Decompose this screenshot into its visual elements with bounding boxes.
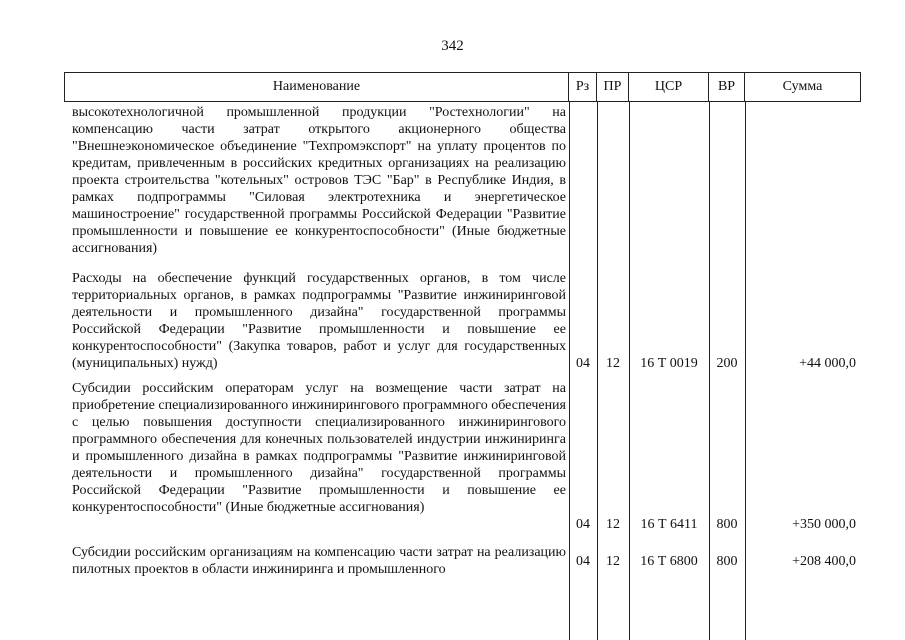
row-vr: 200 (716, 356, 738, 371)
header-csr: ЦСР (629, 72, 709, 102)
row-sum: +350 000,0 (792, 517, 856, 532)
row-pr: 12 (606, 517, 620, 532)
page-number: 342 (441, 38, 464, 54)
column-separator (597, 102, 598, 640)
row-pr: 12 (606, 356, 620, 371)
column-separator (745, 102, 746, 640)
row-name: высокотехнологичной промышленной продукции "Ростехнологии" на компенсацию части затрат открытого акционерного общества "Внешнеэкономическое объединение "Техпромэкспорт" на уплату процентов по кредитам, привлеченным в российских кредитных организациях на реализацию проекта строительства "котельных" островов ТЭС "Бар" в Республике Индия, в рамках подпрограммы "Силовая электротехника и энергетическое машиностроение" государственной программы Российской Федерации "Развитие промышленности и повышение ее конкурентоспособности" (Иные бюджетные ассигнования) (72, 105, 566, 256)
row-rz: 04 (576, 517, 590, 532)
header-vr: ВР (709, 72, 745, 102)
row-pr: 12 (606, 554, 620, 569)
row-name: Расходы на обеспечение функций государственных органов, в том числе территориальных органов, в рамках подпрограммы "Развитие инжиниринговой деятельности и промышленного дизайна" государственной программы Российской Федерации "Развитие промышленности и повышение ее конкурентоспособности" (Закупка товаров, работ и услуг для государственных (муниципальных) нужд) (72, 271, 566, 371)
row-vr: 800 (716, 517, 738, 532)
row-csr: 16 Т 6411 (640, 517, 698, 532)
row-rz: 04 (576, 356, 590, 371)
row-rz: 04 (576, 554, 590, 569)
row-name: Субсидии российским организациям на компенсацию части затрат на реализацию пилотных проектов в области инжиниринга и промышленного (72, 545, 566, 577)
column-separator (569, 102, 570, 640)
column-separator (709, 102, 710, 640)
header-rz: Рз (569, 72, 597, 102)
header-sum: Сумма (745, 72, 861, 102)
row-sum: +44 000,0 (799, 356, 856, 371)
column-separator (629, 102, 630, 640)
header-name: Наименование (64, 72, 569, 102)
row-csr: 16 Т 0019 (640, 356, 698, 371)
row-sum: +208 400,0 (792, 554, 856, 569)
header-pr: ПР (597, 72, 629, 102)
row-csr: 16 Т 6800 (640, 554, 698, 569)
row-name: Субсидии российским операторам услуг на возмещение части затрат на приобретение специализированного инжинирингового программного обеспечения с целью повышения доступности специализированного инжинирингового программного обеспечения для конечных пользователей индустрии инжиниринга и промышленного дизайна в рамках подпрограммы "Развитие инжиниринговой деятельности и промышленного дизайна" государственной программы Российской Федерации "Развитие промышленности и повышение ее конкурентоспособности" (Иные бюджетные ассигнования) (72, 381, 566, 515)
row-vr: 800 (716, 554, 738, 569)
